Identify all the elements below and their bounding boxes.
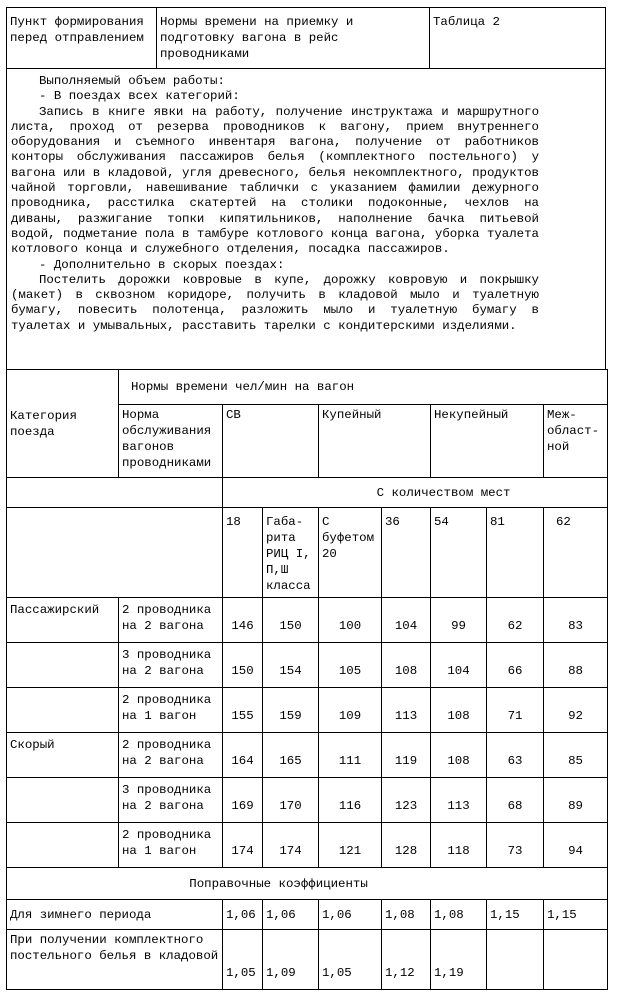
express-label: - Дополнительно в скорых поездах: — [39, 257, 285, 272]
row-value: 113 — [382, 688, 431, 733]
coef-value: 1,15 — [544, 900, 608, 930]
seat-col-0: 18 — [223, 508, 263, 598]
seat-col-3: 36 — [382, 508, 431, 598]
row-service-norm: 2 проводника на 1 вагон — [119, 688, 223, 733]
norms-table — [6, 369, 608, 990]
row-value: 150 — [223, 643, 263, 688]
row-service-norm: 3 проводника на 2 вагона — [119, 778, 223, 823]
row-value: 169 — [223, 778, 263, 823]
row-value: 121 — [319, 823, 382, 868]
row-value: 100 — [319, 598, 382, 643]
row-value: 111 — [319, 733, 382, 778]
table-row — [7, 598, 608, 643]
row-value: 92 — [544, 688, 608, 733]
coef-value: 1,06 — [319, 900, 382, 930]
row-value: 128 — [382, 823, 431, 868]
row-value: 165 — [263, 733, 319, 778]
coef-value: 1,06 — [223, 900, 263, 930]
coef-value — [544, 930, 608, 990]
row-value: 105 — [319, 643, 382, 688]
row-category: Пассажирский — [7, 598, 119, 643]
row-value: 104 — [382, 598, 431, 643]
row-value: 88 — [544, 643, 608, 688]
row-value: 154 — [263, 643, 319, 688]
category-header: Категория поезда — [7, 370, 119, 478]
car-type-coupe: Купейный — [319, 405, 431, 478]
row-value: 63 — [487, 733, 544, 778]
coef-value: 1,12 — [382, 930, 431, 990]
row-service-norm: 2 проводника на 1 вагон — [119, 823, 223, 868]
car-type-interregional: Меж-област-ной — [544, 405, 608, 478]
work-heading: Выполняемый объем работы: — [39, 74, 225, 88]
coef-value: 1,08 — [431, 900, 487, 930]
row-value: 94 — [544, 823, 608, 868]
coef-value: 1,05 — [319, 930, 382, 990]
formation-point-cell: Пункт формирования перед отправлением — [7, 8, 157, 69]
table-row — [7, 733, 608, 778]
row-value: 164 — [223, 733, 263, 778]
car-type-open: Некупейный — [431, 405, 544, 478]
coef-value: 1,09 — [263, 930, 319, 990]
seat-col-4: 54 — [431, 508, 487, 598]
row-category — [7, 778, 119, 823]
empty-cell — [7, 478, 223, 508]
coef-value: 1,05 — [223, 930, 263, 990]
row-value: 118 — [431, 823, 487, 868]
coef-row — [7, 900, 608, 930]
row-category: Скорый — [7, 733, 119, 778]
coef-value: 1,06 — [263, 900, 319, 930]
table-number: Таблица 2 — [430, 8, 606, 69]
seat-col-2: С буфетом 20 — [319, 508, 382, 598]
seat-col-6: 62 — [544, 508, 608, 598]
row-category — [7, 823, 119, 868]
row-value: 66 — [487, 643, 544, 688]
header-table — [6, 7, 606, 69]
service-norm-header: Норма обслуживания вагонов проводниками — [119, 405, 223, 478]
work-scope-section — [6, 68, 606, 369]
row-value: 150 — [263, 598, 319, 643]
document-title: Нормы времени на приемку и подготовку вагона в рейс проводниками — [157, 8, 430, 69]
empty-cell — [7, 508, 223, 598]
all-categories-label: - В поездах всех категорий: — [39, 89, 240, 104]
row-value: 68 — [487, 778, 544, 823]
coef-label: Для зимнего периода — [7, 900, 223, 930]
row-value: 146 — [223, 598, 263, 643]
row-value: 109 — [319, 688, 382, 733]
row-value: 174 — [223, 823, 263, 868]
row-value: 108 — [382, 643, 431, 688]
row-value: 108 — [431, 733, 487, 778]
coef-label: При получении комплектного постельного белья в кладовой — [7, 930, 223, 990]
seat-col-5: 81 — [487, 508, 544, 598]
all-categories-text: Запись в книге явки на работу, получение инструктажа и маршрутного листа, проход от резерва проводников к вагону, прием внутреннего оборудования и съемного инвентаря вагона, получение от работников конторы обслуживания пассажиров белья (комплектного постельного) у вагона или в кладовой, угля древесного, белья некомплектного, продуктов чайной торговли, навешивание таблички с указанием фамилии дежурного проводника, расстилка скатертей на столики подоконные, чехлов на диваны, разжигание топки кипятильников, наполнение бачка питьевой водой, подметание пола в тамбуре котлового конца вагона, уборка туалета котлового конца и служебного отделения, посадка пассажиров. — [11, 104, 539, 257]
coef-row — [7, 930, 608, 990]
coef-header: Поправочные коэффициенты — [7, 868, 608, 900]
row-value: 108 — [431, 688, 487, 733]
row-value: 83 — [544, 598, 608, 643]
table-row — [7, 823, 608, 868]
row-value: 73 — [487, 823, 544, 868]
row-value: 85 — [544, 733, 608, 778]
table-row — [7, 778, 608, 823]
table-row — [7, 688, 608, 733]
seat-col-1: Габа-рита РИЦ I, П,Ш класса — [263, 508, 319, 598]
row-value: 89 — [544, 778, 608, 823]
row-value: 123 — [382, 778, 431, 823]
row-category — [7, 643, 119, 688]
row-value: 62 — [487, 598, 544, 643]
table-row — [7, 643, 608, 688]
coef-value: 1,08 — [382, 900, 431, 930]
row-category — [7, 688, 119, 733]
row-value: 159 — [263, 688, 319, 733]
row-service-norm: 2 проводника на 2 вагона — [119, 598, 223, 643]
norms-header: Нормы времени чел/мин на вагон — [119, 370, 608, 405]
coef-value — [487, 930, 544, 990]
row-value: 174 — [263, 823, 319, 868]
row-value: 113 — [431, 778, 487, 823]
row-value: 170 — [263, 778, 319, 823]
row-value: 99 — [431, 598, 487, 643]
row-service-norm: 3 проводника на 2 вагона — [119, 643, 223, 688]
car-type-sv: СВ — [223, 405, 319, 478]
seats-header: С количеством мест — [223, 478, 608, 508]
row-value: 104 — [431, 643, 487, 688]
coef-value: 1,15 — [487, 900, 544, 930]
row-value: 116 — [319, 778, 382, 823]
express-text: Постелить дорожки ковровые в купе, дорожку ковровую и покрышку (макет) в сквозном коридоре, получить в кладовой мыло и туалетную бумагу, повесить полотенца, разложить мыло и туалетную бумагу в туалетах и умывальных, расставить тарелки с кондитерскими изделиями. — [11, 272, 539, 333]
coef-value: 1,19 — [431, 930, 487, 990]
row-value: 119 — [382, 733, 431, 778]
row-value: 155 — [223, 688, 263, 733]
row-value: 71 — [487, 688, 544, 733]
row-service-norm: 2 проводника на 2 вагона — [119, 733, 223, 778]
